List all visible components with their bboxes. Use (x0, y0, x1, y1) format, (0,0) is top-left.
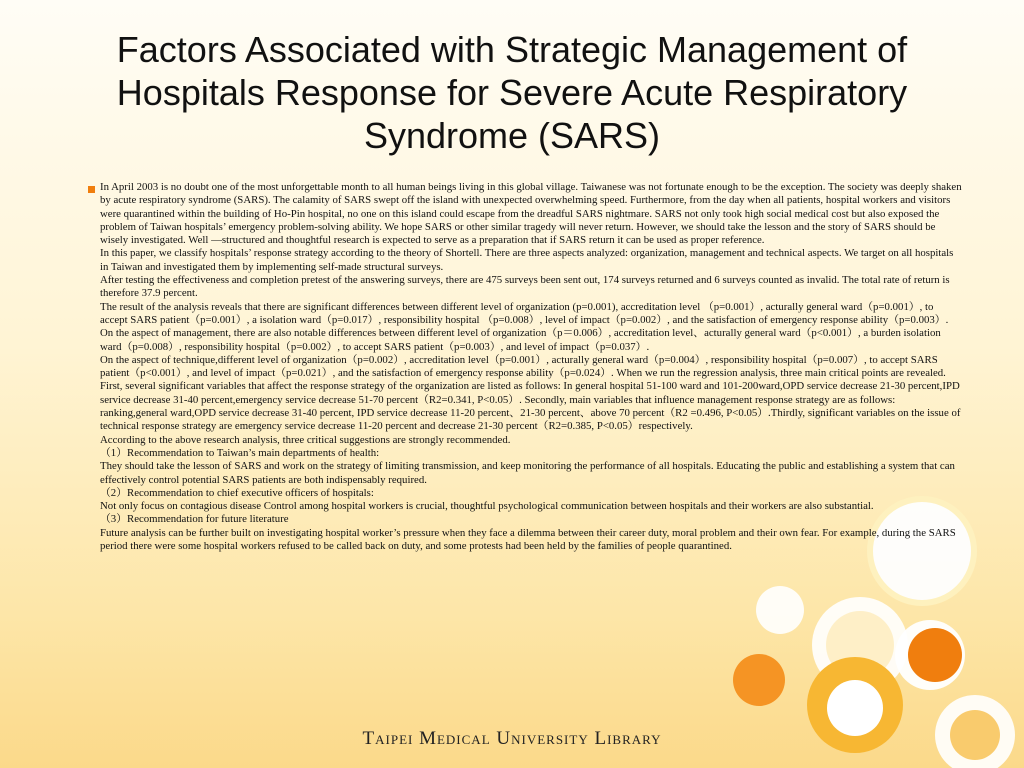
bullet-icon (88, 186, 95, 193)
paragraph-result: The result of the analysis reveals that there are significant differences between different level of organization (p=0.001), accreditation level （p=0.001）, acturally general ward（p=0.001）, to accept SARS patient（p=0.001）, a isolation ward（p=0.017）, responsibility hospital （p=0.008）, level of impact（p=0.002）, and the satisfaction of emergency response ability（p=0.003）. (100, 300, 949, 326)
recommendation-3-text: Future analysis can be further built on investigating hospital worker’s pressure when they face a dilemma between their career duty, moral problem and their own fear. For example, during the SARS period there were some hospital workers refused to be called back on duty, and some protests had been held by the families of people quarantined. (100, 526, 956, 553)
footer-library: Taipei Medical University Library (362, 728, 662, 749)
recommendation-1-text: They should take the lesson of SARS and work on the strategy of limiting transmission, and keep monitoring the performance of all hospitals. Educating the public and establishing a system that can effectively control potential SARS patients are both indispensably required. (100, 460, 955, 486)
recommendation-1-heading: （1）Recommendation to Taiwan’s main departments of health: (100, 446, 380, 459)
paragraph-technique: On the aspect of technique,different level of organization（p=0.002）, accreditation level（p=0.001）, acturally general ward（p=0.004）, responsibility hospital（p=0.007）, to accept SARS patient（p<0.001）, and level of impact（p=0.021）, and the satisfaction of emergency response ability（p=0.024）. When we run the regression analysis, three main critical points are revealed. First, several significant variables that affect the response strategy of the organization are listed as follows: In general hospital 51-100 ward and 101-200ward,OPD service decrease 21-30 percent,IPD service decrease 31-40 percent,emergency service decrease 51-70 percent（R2=0.341, P<0.05）. Secondly, main variables that influence management response strategy are as follows: ranking,general ward,OPD service decrease 31-40 percent, IPD service decrease 11-20 percent、21-30 percent、above 70 percent（R2 =0.496, P<0.05）.Thirdly, significant variables on the issue of technical response strategy are emergency service decrease 11-20 percent and decrease 21-30 percent（R2=0.385, P<0.05）respectively. (100, 353, 961, 433)
paragraph-method: In this paper, we classify hospitals’ response strategy according to the theory of Shortell. There are three aspects analyzed: organization, management and technical aspects. We target on all hospitals in Taiwan and investigated them by implementing self-made structural surveys. (100, 247, 954, 273)
circle-small-white-left (756, 586, 804, 634)
circle-orange-right (908, 628, 962, 682)
recommendation-2-text: Not only focus on contagious disease Control among hospital workers is crucial, thoughtful psychological communication between hospitals and their workers are also substantial. (100, 500, 874, 513)
paragraph-intro: In April 2003 is no doubt one of the most unforgettable month to all human beings living in this global village. Taiwanese was not fortunate enough to be the exception. The society was deeply shaken by acute respiratory syndrome (SARS). The calamity of SARS swept off the island with unexpected overwhelming speed. Furthermore, from the day when all patients, hospital workers and visitors were quarantined within the building of Ho-Pin hospital, no one on this island could escape from the dreadful SARS nightmare. SARS not only took high social medical cost but also exposed the problem of Taiwan hospitals’ emergency problem-solving ability. We hope SARS or other similar tragedy will never return. However, we should take the lesson and the story of SARS should be wisely investigated. Well —structured and thoughtful research is expected to serve as a preparation that if SARS return it can be used as proper reference. (100, 181, 962, 247)
slide-title: Factors Associated with Strategic Management of Hospitals Response for Severe Acute Respiratory Syndrome (SARS) (116, 29, 908, 156)
paragraph-suggestions: According to the above research analysis, three critical suggestions are strongly recommended. (100, 433, 511, 446)
paragraph-management: On the aspect of management, there are also notable differences between different level of organization（p＝0.006）, accreditation level、acturally general ward（p<0.001）, a burden isolation ward（p=0.008）, responsibility hospital（p=0.002）, to accept SARS patient（p=0.003）, and level of impact（p=0.037）. (100, 327, 941, 353)
recommendation-2-heading: （2）Recommendation to chief executive officers of hospitals: (100, 486, 374, 499)
circle-small-orange (733, 654, 785, 706)
slide-body (100, 181, 962, 553)
recommendation-3-heading: （3）Recommendation for future literature (100, 513, 289, 526)
paragraph-survey: After testing the effectiveness and completion pretest of the answering surveys, there are 475 surveys been sent out, 174 surveys returned and 6 surveys counted as invalid. The total rate of return is therefore 37.9 percent. (100, 274, 950, 300)
